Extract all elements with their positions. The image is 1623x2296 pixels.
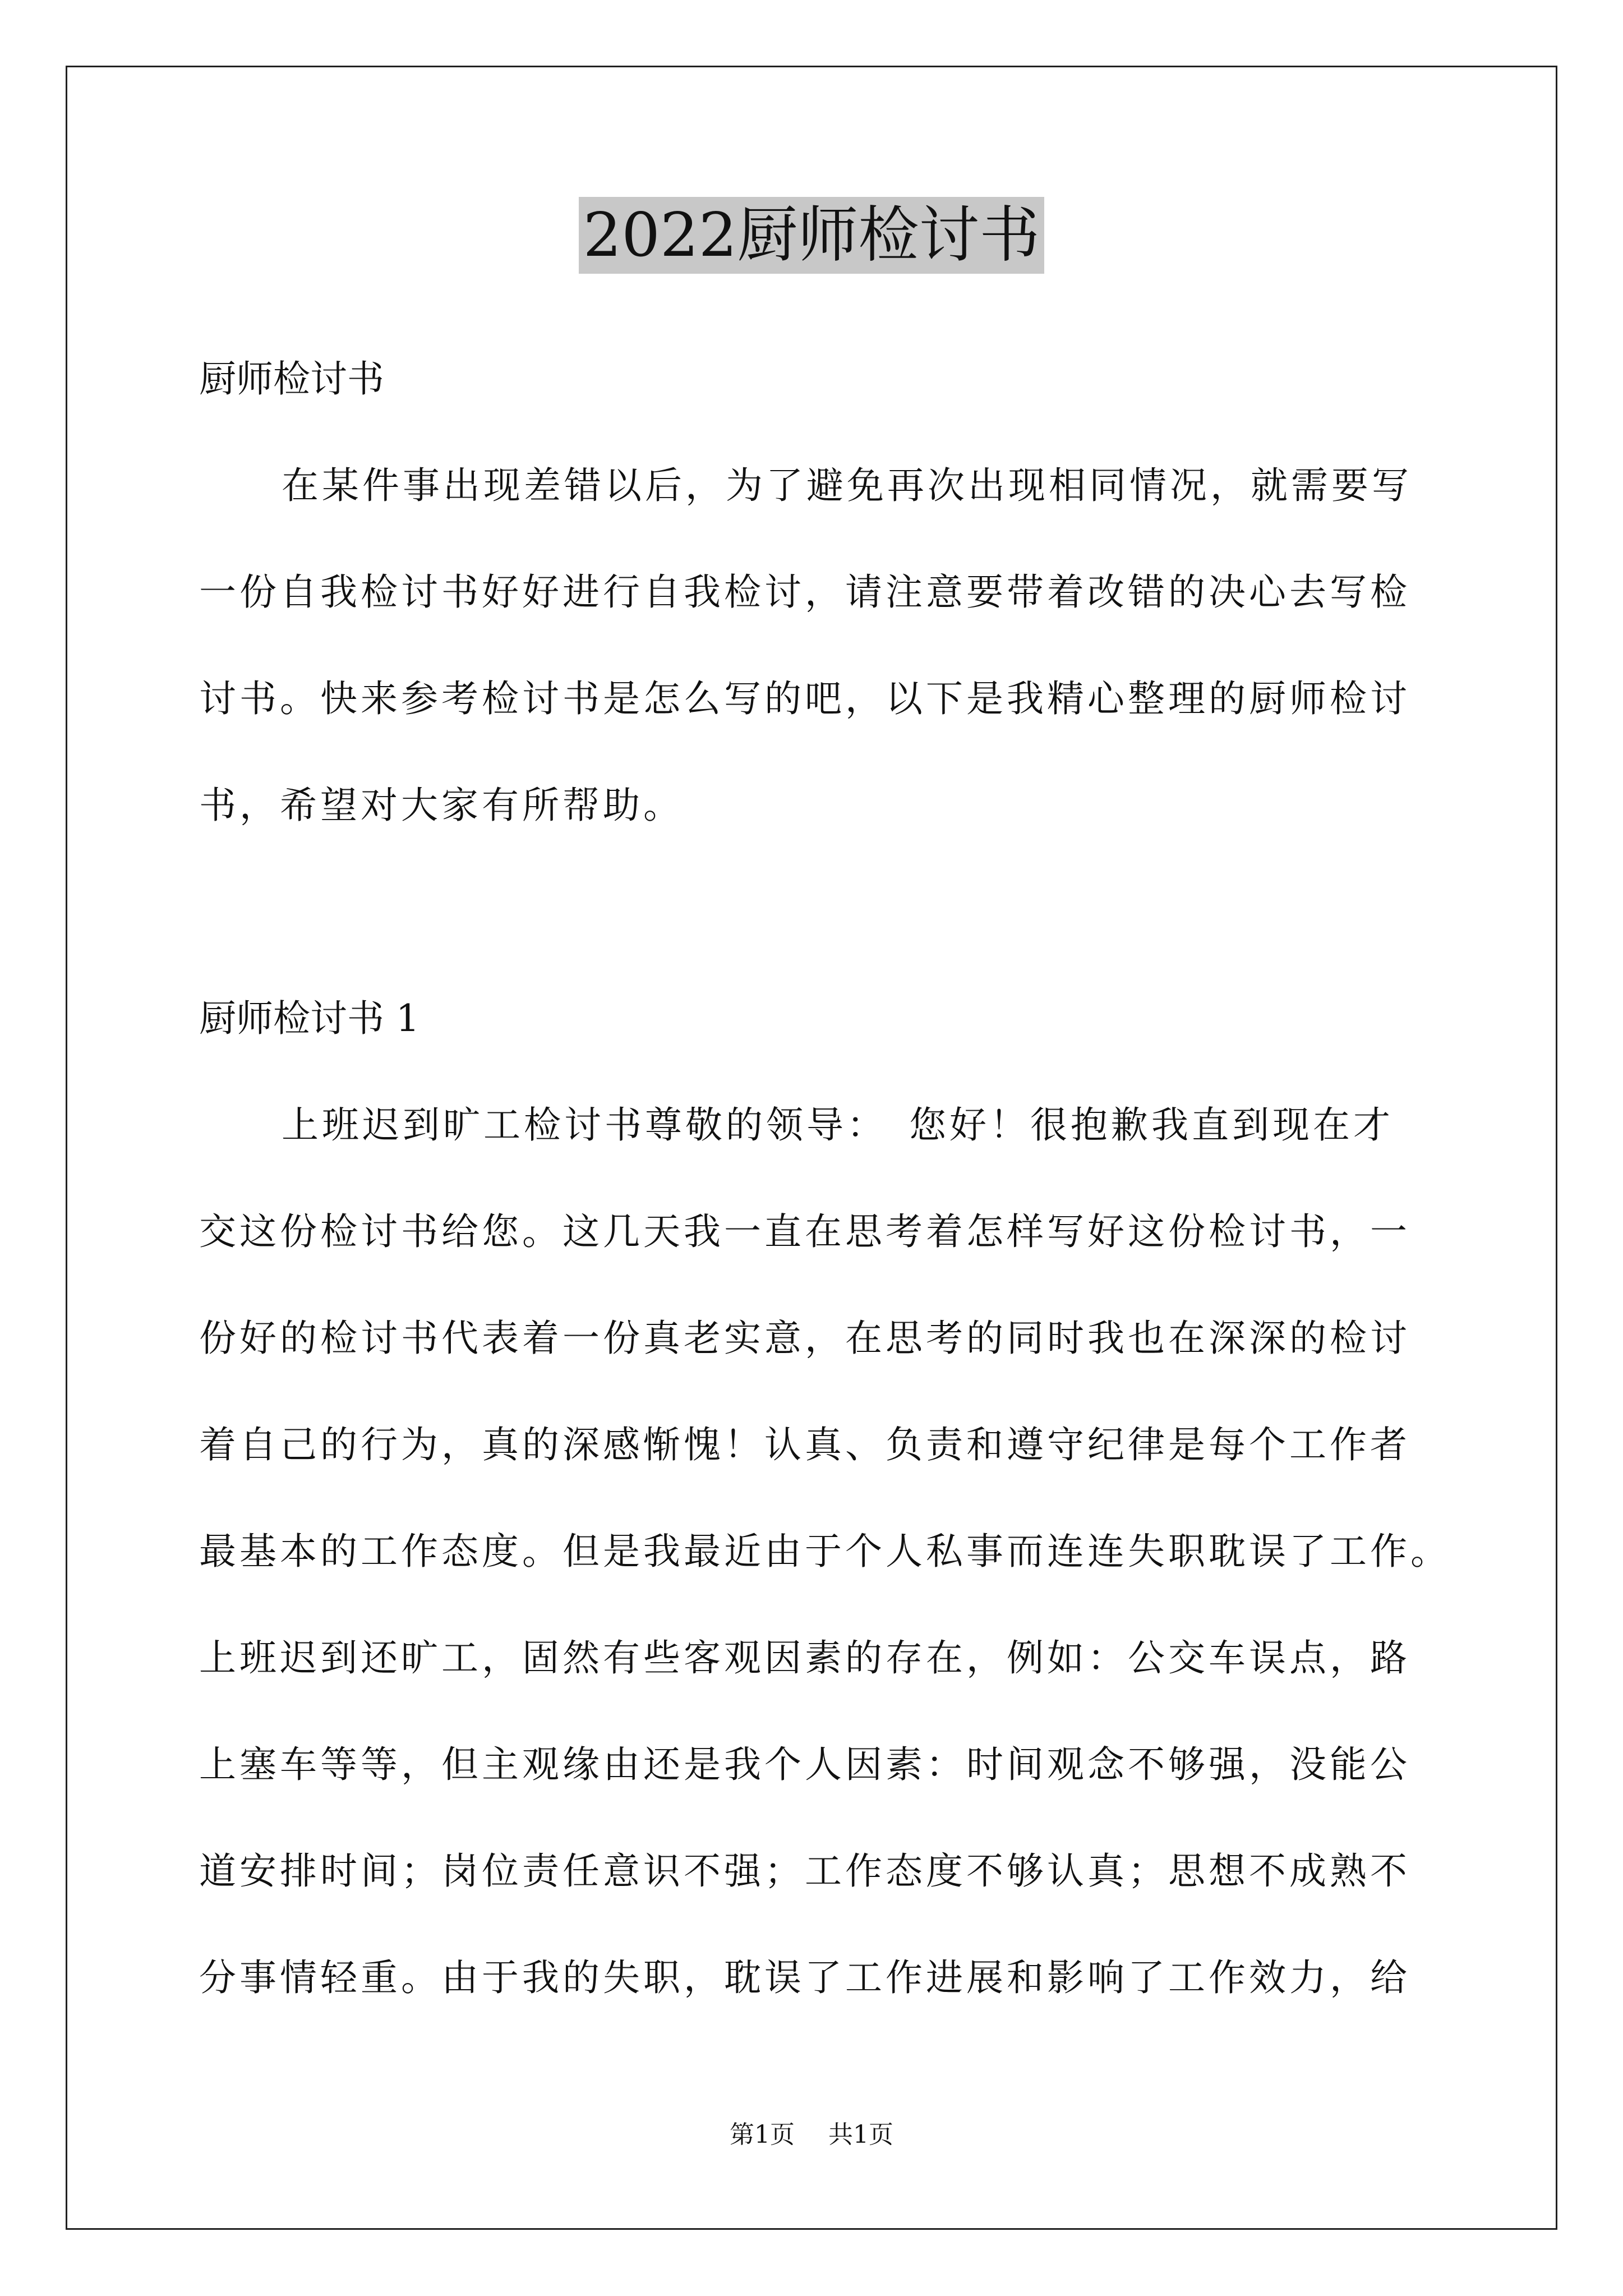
section1-line: 分事情轻重。由于我的失职，耽误了工作进展和影响了工作效力，给 <box>199 1956 1410 1999</box>
page-footer <box>0 2119 1623 2151</box>
document-title-text: 2022厨师检讨书 <box>579 197 1045 274</box>
page-number-total: 共1页 <box>828 2120 893 2149</box>
section1-line: 道安排时间；岗位责任意识不强；工作态度不够认真；思想不成熟不 <box>199 1849 1410 1893</box>
section1-line: 交这份检讨书给您。这几天我一直在思考着怎样写好这份检讨书，一 <box>199 1210 1410 1253</box>
intro-heading: 厨师检讨书 <box>199 357 384 401</box>
section1-heading: 厨师检讨书 1 <box>199 997 419 1040</box>
document-title <box>0 196 1623 275</box>
intro-line: 讨书。快来参考检讨书是怎么写的吧，以下是我精心整理的厨师检讨 <box>199 677 1410 720</box>
intro-line: 书，希望对大家有所帮助。 <box>199 784 684 827</box>
section1-line: 着自己的行为，真的深感惭愧！认真、负责和遵守纪律是每个工作者 <box>199 1423 1410 1466</box>
intro-line: 在某件事出现差错以后，为了避免再次出现相同情况，就需要写 <box>282 464 1412 507</box>
section1-line: 上班迟到还旷工，固然有些客观因素的存在，例如：公交车误点，路 <box>199 1636 1410 1680</box>
section1-line: 最基本的工作态度。但是我最近由于个人私事而连连失职耽误了工作。 <box>199 1530 1451 1573</box>
section1-line: 份好的检讨书代表着一份真老实意，在思考的同时我也在深深的检讨 <box>199 1317 1410 1360</box>
section1-line: 上塞车等等，但主观缘由还是我个人因素：时间观念不够强，没能公 <box>199 1743 1410 1786</box>
section1-line: 上班迟到旷工检讨书尊敬的领导： 您好！很抱歉我直到现在才 <box>282 1103 1394 1147</box>
page-number-current: 第1页 <box>730 2120 795 2149</box>
intro-line: 一份自我检讨书好好进行自我检讨，请注意要带着改错的决心去写检 <box>199 570 1410 614</box>
